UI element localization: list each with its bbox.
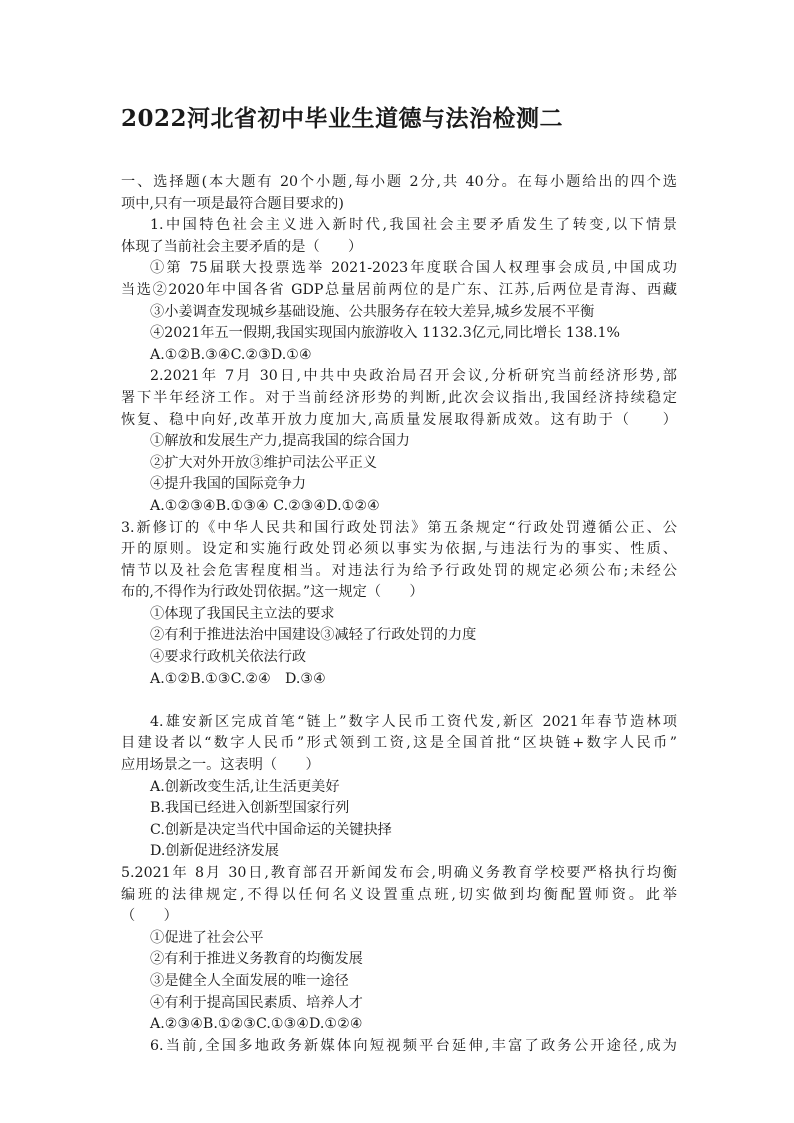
text-line: A.①②B.①③C.②④ D.③④ [150,670,326,687]
text-line: ②有利于推进义务教育的均衡发展 [150,951,363,968]
text-line: 项中,只有一项是最符合题目要求的) [121,195,344,212]
text-line: 1.中国特色社会主义进入新时代,我国社会主要矛盾发生了转变,以下情景 [150,217,677,234]
text-line: 3.新修订的《中华人民共和国行政处罚法》第五条规定“行政处罚遵循公正、公 [121,519,677,536]
text-line: ④2021年五一假期,我国实现国内旅游收入 1132.3亿元,同比增长 138.1% [150,325,621,342]
text-line: 情节以及社会危害程度相当。对违法行为给予行政处罚的规定必须公布;未经公 [121,562,677,579]
text-line: 6.当前,全国多地政务新媒体向短视频平台延伸,丰富了政务公开途径,成为 [150,1037,677,1054]
text-line: 2.2021年 7月 30日,中共中央政治局召开会议,分析研究当前经济形势,部 [150,368,677,385]
text-line: 当选②2020年中国各省 GDP总量居前两位的是广东、江苏,后两位是青海、西藏 [121,281,677,298]
blank-line [121,690,677,712]
text-line: 恢复、稳中向好,改革开放力度加大,高质量发展取得新成效。这有助于（ ） [121,411,677,428]
text-line: A.①②B.③④C.②③D.①④ [150,346,312,363]
question-body [121,172,677,1057]
text-line: D.创新促进经济发展 [150,843,279,860]
text-line: ①体现了我国民主立法的要求 [150,605,335,622]
text-line: ④要求行政机关依法行政 [150,649,307,666]
document-title: 2022河北省初中毕业生道德与法治检测二 [121,105,564,132]
text-line: C.创新是决定当代中国命运的关键抉择 [150,821,392,838]
text-line: ②扩大对外开放③维护司法公平正义 [150,454,378,471]
text-line: A.②③④B.①②③C.①③④D.①②④ [150,1016,363,1033]
text-line: 4.雄安新区完成首笔“链上”数字人民币工资代发,新区 2021年春节造林项 [150,713,677,730]
text-line: A.创新改变生活,让生活更美好 [150,778,340,795]
text-line: 署下半年经济工作。对于当前经济形势的判断,此次会议指出,我国经济持续稳定 [121,389,677,406]
text-line: （ ） [121,908,178,925]
text-line: 一、选择题(本大题有 20个小题,每小题 2分,共 40分。在每小题给出的四个选 [121,174,677,190]
text-line: ④有利于提高国民素质、培养人才 [150,994,363,1011]
text-line: B.我国已经进入创新型国家行列 [150,800,350,817]
text-line: A.①②③④B.①③④ C.②③④D.①②④ [150,497,380,514]
text-line: 体现了当前社会主要矛盾的是（ ） [121,238,363,255]
text-line: 布的,不得作为行政处罚依据。”这一规定（ ） [121,584,424,601]
text-line: ④提升我国的国际竞争力 [150,476,307,493]
text-line: ②有利于推进法治中国建设③减轻了行政处罚的力度 [150,627,477,644]
text-line: ③小姜调查发现城乡基础设施、公共服务存在较大差异,城乡发展不平衡 [150,303,595,320]
text-line: ③是健全人全面发展的唯一途径 [150,972,349,989]
text-line: ①促进了社会公平 [150,929,264,946]
text-line: ①解放和发展生产力,提高我国的综合国力 [150,433,410,450]
text-line: 目建设者以“数字人民币”形式领到工资,这是全国首批“区块链+数字人民币” [121,735,677,752]
text-line: 编班的法律规定,不得以任何名义设置重点班,切实做到均衡配置师资。此举 [121,886,677,903]
text-line: ①第 75届联大投票选举 2021-2023年度联合国人权理事会成员,中国成功 [150,260,677,277]
text-line: 应用场景之一。这表明（ ） [121,757,320,774]
text-line: 5.2021年 8月 30日,教育部召开新闻发布会,明确义务教育学校要严格执行均衡 [121,865,677,881]
text-line: 开的原则。设定和实施行政处罚必须以事实为依据,与违法行为的事实、性质、 [121,541,677,558]
